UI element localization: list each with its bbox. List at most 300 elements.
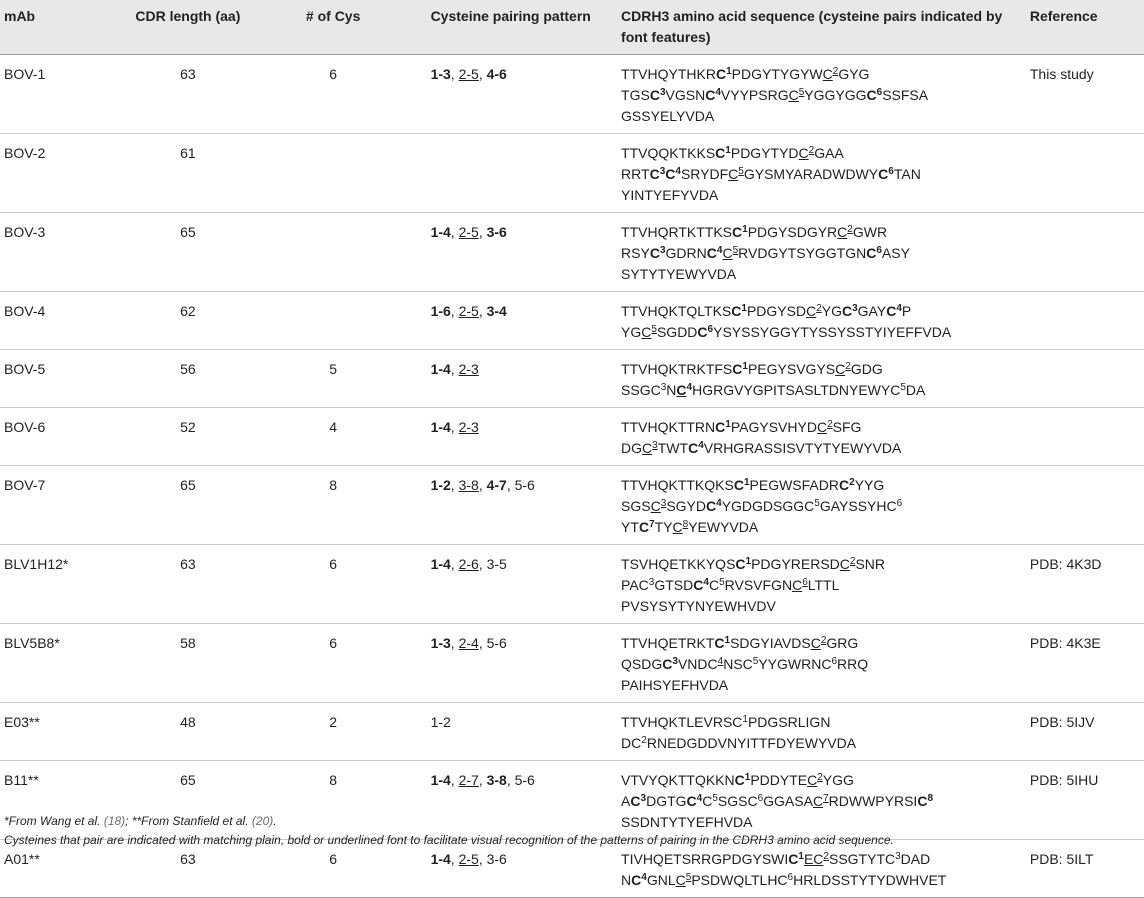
cysteine-index: 2 bbox=[641, 735, 647, 746]
table-row bbox=[0, 134, 1144, 213]
pairing-segment: 3-8 bbox=[458, 477, 479, 493]
sequence-line bbox=[621, 143, 1018, 164]
sequence-segment: C bbox=[706, 245, 717, 261]
table-row bbox=[0, 408, 1144, 466]
sequence-segment: NSC bbox=[723, 656, 753, 672]
sequence-segment: LTTL bbox=[807, 577, 840, 593]
sequence-segment: C bbox=[688, 440, 699, 456]
sequence-segment: C bbox=[810, 635, 821, 651]
sequence-segment: C bbox=[705, 87, 716, 103]
cdr-length-cell: 56 bbox=[180, 361, 196, 377]
pairing-segment: 1-2 bbox=[430, 714, 451, 730]
sequence-segment: PAGYSVHYD bbox=[730, 419, 817, 435]
mab-cell: BOV-6 bbox=[4, 419, 46, 435]
table-row bbox=[0, 703, 1144, 761]
sequence-segment: C bbox=[631, 872, 642, 888]
sequence-line bbox=[621, 85, 1018, 106]
mab-cell: BOV-3 bbox=[4, 224, 46, 240]
sequence-segment: VYYPSRG bbox=[720, 87, 789, 103]
pairing-cell bbox=[407, 703, 611, 761]
sequence-segment: A bbox=[621, 793, 631, 809]
cysteine-index: 6 bbox=[896, 498, 903, 509]
sequence-segment: C bbox=[697, 324, 708, 340]
sequence-segment: EC bbox=[803, 851, 824, 867]
sequence-segment: C bbox=[675, 872, 686, 888]
sequence-segment: C bbox=[662, 656, 673, 672]
sequence-segment: C bbox=[735, 556, 746, 572]
mab-cell: BOV-5 bbox=[4, 361, 46, 377]
sequence-segment: GAY bbox=[857, 303, 887, 319]
pairing-segment: , bbox=[450, 556, 459, 572]
table-body bbox=[0, 55, 1144, 898]
citation-link[interactable]: (20) bbox=[251, 814, 274, 828]
sequence-line bbox=[621, 164, 1018, 185]
sequence-segment: TTVHQKTTRN bbox=[621, 419, 716, 435]
pairing-segment: 1-3 bbox=[430, 66, 451, 82]
cysteine-index: 1 bbox=[743, 477, 750, 488]
sequence-segment: C bbox=[798, 145, 809, 161]
pairing-segment: 1-3 bbox=[430, 635, 451, 651]
sequence-segment: YYG bbox=[854, 477, 885, 493]
sequence-segment: RVSVFGN bbox=[724, 577, 793, 593]
reference-cell bbox=[1024, 350, 1144, 408]
sequence-line bbox=[621, 106, 1018, 127]
cysteine-index: 3 bbox=[640, 793, 647, 804]
sequence-segment: C bbox=[676, 382, 687, 398]
sequence-line bbox=[621, 417, 1018, 438]
cysteine-index: 2 bbox=[823, 851, 829, 862]
sequence-segment: C bbox=[722, 245, 733, 261]
cysteine-index: 4 bbox=[703, 577, 709, 588]
sequence-segment: C bbox=[708, 577, 720, 593]
reference-cell: PDB: 5IJV bbox=[1029, 714, 1095, 730]
cysteine-index: 3 bbox=[648, 577, 655, 588]
sequence-segment: C bbox=[714, 635, 725, 651]
sequence-segment: N bbox=[621, 872, 632, 888]
pairing-segment: , 5-6 bbox=[478, 635, 507, 651]
table-row bbox=[0, 466, 1144, 545]
sequence-line bbox=[621, 185, 1018, 206]
cysteine-index: 4 bbox=[716, 498, 722, 509]
pairing-segment: 3-4 bbox=[486, 303, 507, 319]
table-row bbox=[0, 350, 1144, 408]
sequence-segment: C bbox=[816, 419, 828, 435]
cysteine-index: 2 bbox=[820, 635, 827, 646]
cysteine-index: 4 bbox=[698, 440, 704, 451]
sequence-segment: RDWWPYRSI bbox=[828, 793, 918, 809]
sequence-segment: PAIHSYEFHVDA bbox=[621, 677, 729, 693]
sequence-segment: RNEDGDDVNYITTFDYEWYVDA bbox=[646, 735, 857, 751]
sequence-line bbox=[621, 791, 1018, 812]
cysteine-index: 5 bbox=[719, 577, 725, 588]
sequence-segment: SFG bbox=[832, 419, 862, 435]
sequence-segment: C bbox=[649, 245, 660, 261]
sequence-segment: C bbox=[807, 772, 818, 788]
cysteine-index: 1 bbox=[725, 419, 731, 430]
pairing-segment: , bbox=[450, 772, 459, 788]
cysteine-index: 1 bbox=[745, 556, 752, 567]
cysteine-index: 3 bbox=[660, 498, 667, 509]
cysteine-index: 8 bbox=[927, 793, 933, 804]
pairing-segment: 2-5 bbox=[458, 851, 479, 867]
cysteine-index: 4 bbox=[896, 303, 902, 314]
cys-count-cell: 6 bbox=[329, 635, 338, 651]
sequence-segment: C bbox=[866, 245, 877, 261]
sequence-segment: YINTYEFYVDA bbox=[621, 187, 719, 203]
sequence-segment: GSSYELYVDA bbox=[621, 108, 715, 124]
pairing-segment: 1-6 bbox=[430, 303, 451, 319]
sequence-line bbox=[621, 849, 1018, 870]
sequence-segment: TTVHQYTHKR bbox=[621, 66, 716, 82]
cysteine-index: 3 bbox=[672, 656, 678, 667]
pairing-segment: 1-4 bbox=[430, 851, 451, 867]
sequence-segment: TTVHQETRKT bbox=[621, 635, 715, 651]
cysteine-index: 6 bbox=[787, 872, 794, 883]
pairing-segment: 1-4 bbox=[430, 772, 451, 788]
pairing-cell bbox=[407, 292, 611, 350]
sequence-segment: GNL bbox=[646, 872, 676, 888]
sequence-cell bbox=[611, 292, 1024, 350]
pairing-segment: , bbox=[450, 477, 459, 493]
cdr-length-cell: 63 bbox=[180, 66, 196, 82]
sequence-segment: TWT bbox=[657, 440, 689, 456]
cysteine-index: 6 bbox=[876, 245, 882, 256]
sequence-segment: YGDGDSGGC bbox=[721, 498, 815, 514]
cys-count-cell: 4 bbox=[329, 419, 338, 435]
pairing-cell bbox=[407, 350, 611, 408]
sequence-segment: C bbox=[812, 793, 824, 809]
sequence-segment: C bbox=[734, 772, 745, 788]
sequence-segment: SNR bbox=[855, 556, 886, 572]
sequence-segment: SYTYTYEWYVDA bbox=[621, 266, 737, 282]
sequence-segment: SSFSA bbox=[882, 87, 929, 103]
cysteine-index: 3 bbox=[659, 245, 666, 256]
sequence-segment: GAYSSYHC bbox=[819, 498, 897, 514]
sequence-segment: DG bbox=[621, 440, 643, 456]
sequence-segment: C bbox=[878, 166, 889, 182]
sequence-cell bbox=[611, 466, 1024, 545]
sequence-line bbox=[621, 596, 1018, 617]
pairing-segment: 3-6 bbox=[486, 224, 507, 240]
pairing-segment: 2-3 bbox=[458, 361, 479, 377]
pairing-segment: 4-7 bbox=[486, 477, 507, 493]
cys-count-cell: 2 bbox=[329, 714, 338, 730]
cys-count-cell bbox=[260, 134, 407, 213]
pairing-segment: 1-4 bbox=[430, 556, 451, 572]
sequence-segment: C bbox=[693, 577, 704, 593]
sequence-segment: GWR bbox=[852, 224, 888, 240]
cdr-length-cell: 61 bbox=[180, 145, 196, 161]
sequence-line bbox=[621, 733, 1018, 754]
sequence-cell bbox=[611, 703, 1024, 761]
sequence-cell bbox=[611, 350, 1024, 408]
sequence-segment: PDGYRERSD bbox=[751, 556, 840, 572]
sequence-segment: C bbox=[732, 224, 743, 240]
sequence-line bbox=[621, 770, 1018, 791]
pairing-segment: 2-7 bbox=[458, 772, 479, 788]
sequence-segment: DAD bbox=[900, 851, 931, 867]
cys-count-cell: 6 bbox=[329, 66, 338, 82]
sequence-line bbox=[621, 654, 1018, 675]
sequence-segment: SGYD bbox=[666, 498, 706, 514]
cysteine-index: 2 bbox=[808, 145, 815, 156]
sequence-segment: TTVHQKTTKQKS bbox=[621, 477, 734, 493]
sequence-segment: C bbox=[702, 793, 713, 809]
sequence-segment: RRQ bbox=[837, 656, 869, 672]
cysteine-index: 5 bbox=[685, 872, 692, 883]
sequence-cell bbox=[611, 408, 1024, 466]
sequence-line bbox=[621, 517, 1018, 538]
cysteine-index: 4 bbox=[641, 872, 647, 883]
cysteine-index: 4 bbox=[717, 656, 724, 667]
sequence-segment: TGS bbox=[621, 87, 650, 103]
sequence-segment: TY bbox=[654, 519, 673, 535]
sequence-segment: YSYSSYGGYTYSSYSSTYIYEFFVDA bbox=[713, 324, 952, 340]
pairing-segment: 1-2 bbox=[430, 477, 451, 493]
sequence-line bbox=[621, 675, 1018, 696]
cysteine-index: 3 bbox=[659, 166, 666, 177]
pairing-cell bbox=[407, 466, 611, 545]
sequence-segment: QSDG bbox=[621, 656, 663, 672]
sequence-segment: C bbox=[715, 419, 726, 435]
sequence-segment: PVSYSYTYNYEWHVDV bbox=[621, 598, 776, 614]
sequence-segment: C bbox=[672, 519, 683, 535]
cysteine-index: 2 bbox=[832, 66, 839, 77]
cysteine-index: 5 bbox=[798, 87, 805, 98]
pairing-segment: 2-4 bbox=[458, 635, 479, 651]
sequence-segment: C bbox=[686, 793, 697, 809]
pairing-cell bbox=[407, 213, 611, 292]
sequence-line bbox=[621, 554, 1018, 575]
sequence-segment: C bbox=[806, 303, 817, 319]
header-cdr-length: CDR length (aa) bbox=[135, 8, 241, 24]
sequence-segment: PEGWSFADR bbox=[749, 477, 839, 493]
pairing-segment: 2-6 bbox=[458, 556, 479, 572]
sequence-segment: TTVQQKTKKS bbox=[621, 145, 716, 161]
sequence-segment: DGTG bbox=[646, 793, 687, 809]
sequence-segment: GGASA bbox=[763, 793, 813, 809]
mab-cell: B11** bbox=[4, 772, 39, 788]
sequence-segment: C bbox=[638, 519, 650, 535]
sequence-segment: YYGWRNC bbox=[758, 656, 832, 672]
sequence-line bbox=[621, 870, 1018, 891]
cdr-length-cell: 62 bbox=[180, 303, 196, 319]
table-row bbox=[0, 55, 1144, 134]
sequence-segment: GRG bbox=[826, 635, 859, 651]
cysteine-index: 4 bbox=[716, 245, 723, 256]
cys-count-cell bbox=[260, 213, 407, 292]
header-reference: Reference bbox=[1029, 8, 1098, 24]
mab-cell: BOV-7 bbox=[4, 477, 46, 493]
sequence-segment: TTVHQKTQLTKS bbox=[621, 303, 732, 319]
sequence-segment: DA bbox=[905, 382, 926, 398]
sequence-segment: C bbox=[917, 793, 928, 809]
reference-cell bbox=[1024, 408, 1144, 466]
pairing-segment: 2-5 bbox=[458, 224, 479, 240]
sequence-segment: RRT bbox=[621, 166, 650, 182]
sequence-line bbox=[621, 301, 1018, 322]
sequence-segment: C bbox=[732, 361, 743, 377]
sequence-segment: C bbox=[886, 303, 897, 319]
sequence-line bbox=[621, 575, 1018, 596]
sequence-line bbox=[621, 712, 1018, 733]
pairing-cell bbox=[407, 134, 611, 213]
cys-count-cell: 8 bbox=[329, 772, 338, 788]
mab-cell: BOV-4 bbox=[4, 303, 46, 319]
sequence-segment: TSVHQETKKYQS bbox=[621, 556, 736, 572]
footnote-text: *From Wang et al. bbox=[4, 814, 104, 828]
sequence-segment: C bbox=[792, 577, 803, 593]
sequence-segment: C bbox=[835, 361, 846, 377]
cdr-length-cell: 48 bbox=[180, 714, 196, 730]
sequence-segment: HGRGVYGPITSASLTDNYEWYC bbox=[692, 382, 901, 398]
sequence-segment: TIVHQETSRRGPDGYSWI bbox=[621, 851, 789, 867]
sequence-segment: ASY bbox=[881, 245, 910, 261]
table-row bbox=[0, 213, 1144, 292]
cysteine-index: 3 bbox=[660, 382, 667, 393]
table-row bbox=[0, 292, 1144, 350]
sequence-cell bbox=[611, 134, 1024, 213]
cysteine-index: 6 bbox=[888, 166, 894, 177]
sequence-segment: SGS bbox=[621, 498, 651, 514]
cysteine-index: 7 bbox=[823, 793, 829, 804]
cysteine-index: 6 bbox=[757, 793, 764, 804]
cysteine-index: 1 bbox=[742, 714, 748, 725]
sequence-segment: C bbox=[649, 87, 660, 103]
sequence-segment: PDGYTYD bbox=[730, 145, 799, 161]
sequence-line bbox=[621, 243, 1018, 264]
cysteine-index: 1 bbox=[725, 145, 731, 156]
sequence-segment: YG bbox=[821, 303, 842, 319]
sequence-segment: YGG bbox=[822, 772, 854, 788]
header-sequence: CDRH3 amino acid sequence (cysteine pairs indicated by font features) bbox=[621, 8, 1003, 45]
sequence-segment: C bbox=[822, 66, 833, 82]
sequence-line bbox=[621, 496, 1018, 517]
cysteine-index: 5 bbox=[814, 498, 820, 509]
sequence-segment: GYSMYARADWDWY bbox=[743, 166, 879, 182]
cdr-length-cell: 52 bbox=[180, 419, 196, 435]
pairing-segment: , bbox=[478, 477, 487, 493]
table-row bbox=[0, 624, 1144, 703]
pairing-segment: 2-3 bbox=[458, 419, 479, 435]
pairing-segment: , bbox=[450, 224, 459, 240]
sequence-segment: PDGYSD bbox=[746, 303, 807, 319]
sequence-segment: RVDGYTSYGGTGN bbox=[738, 245, 867, 261]
sequence-segment: TAN bbox=[893, 166, 921, 182]
cysteine-index: 2 bbox=[849, 477, 855, 488]
cysteine-index: 4 bbox=[686, 382, 693, 393]
mab-cell: E03** bbox=[4, 714, 40, 730]
pairing-segment: , bbox=[478, 66, 487, 82]
sequence-segment: PDGYSDGYR bbox=[747, 224, 838, 240]
reference-cell bbox=[1024, 213, 1144, 292]
cysteine-index: 5 bbox=[651, 324, 657, 335]
pairing-segment: , bbox=[450, 851, 459, 867]
pairing-segment: , 3-6 bbox=[478, 851, 507, 867]
sequence-cell bbox=[611, 213, 1024, 292]
sequence-line bbox=[621, 475, 1018, 496]
cdr-length-cell: 65 bbox=[180, 772, 196, 788]
sequence-line bbox=[621, 380, 1018, 401]
citation-link[interactable]: (18) bbox=[103, 814, 126, 828]
reference-cell: This study bbox=[1029, 66, 1094, 82]
pairing-cell bbox=[407, 408, 611, 466]
pairing-segment: 2-5 bbox=[458, 66, 479, 82]
cys-count-cell: 8 bbox=[329, 477, 338, 493]
sequence-segment: PEGYSVGYS bbox=[747, 361, 836, 377]
cysteine-index: 1 bbox=[724, 635, 731, 646]
sequence-segment: C bbox=[733, 477, 744, 493]
sequence-segment: YG bbox=[621, 324, 642, 340]
sequence-segment: C bbox=[715, 66, 727, 82]
sequence-segment: YGGYGG bbox=[804, 87, 867, 103]
sequence-segment: GYG bbox=[838, 66, 870, 82]
cysteine-index: 2 bbox=[817, 772, 823, 783]
pairing-segment: , bbox=[450, 635, 459, 651]
table-header bbox=[0, 0, 1144, 55]
cysteine-index: 7 bbox=[649, 519, 655, 530]
cysteine-index: 4 bbox=[715, 87, 721, 98]
sequence-segment: C bbox=[866, 87, 877, 103]
sequence-segment: C bbox=[839, 477, 850, 493]
sequence-segment: TTVHQKTRKTFS bbox=[621, 361, 733, 377]
sequence-segment: SSGC bbox=[621, 382, 661, 398]
sequence-segment: GDRN bbox=[665, 245, 707, 261]
pairing-segment: 3-8 bbox=[486, 772, 507, 788]
sequence-segment: P bbox=[901, 303, 912, 319]
sequence-segment: VTVYQKTTQKKN bbox=[621, 772, 735, 788]
cysteine-index: 1 bbox=[726, 66, 732, 77]
cysteine-index: 6 bbox=[831, 656, 838, 667]
pairing-segment: 1-4 bbox=[430, 419, 451, 435]
pairing-segment: , bbox=[478, 224, 487, 240]
reference-cell: PDB: 4K3E bbox=[1029, 635, 1101, 651]
pairing-cell bbox=[407, 624, 611, 703]
cysteine-index: 1 bbox=[798, 851, 804, 862]
table-footnotes bbox=[4, 812, 894, 850]
pairing-segment: , bbox=[450, 361, 459, 377]
cdr-length-cell: 63 bbox=[180, 851, 196, 867]
sequence-line bbox=[621, 264, 1018, 285]
pairing-segment: , bbox=[478, 303, 487, 319]
footnote-sources bbox=[4, 812, 894, 831]
cysteine-index: 5 bbox=[752, 656, 759, 667]
reference-cell bbox=[1024, 292, 1144, 350]
sequence-segment: SSGTYTC bbox=[828, 851, 896, 867]
cys-count-cell: 6 bbox=[329, 851, 338, 867]
table-row bbox=[0, 545, 1144, 624]
reference-cell: PDB: 5IHU bbox=[1029, 772, 1099, 788]
mab-cell: BLV1H12* bbox=[4, 556, 69, 572]
pairing-segment: 4-6 bbox=[486, 66, 507, 82]
sequence-line bbox=[621, 438, 1018, 459]
cysteine-index: 6 bbox=[876, 87, 883, 98]
sequence-segment: C bbox=[641, 324, 652, 340]
reference-cell bbox=[1024, 466, 1144, 545]
cysteine-index: 1 bbox=[744, 772, 751, 783]
sequence-segment: C bbox=[650, 498, 661, 514]
cysteine-index: 4 bbox=[696, 793, 703, 804]
sequence-line bbox=[621, 359, 1018, 380]
header-pairing: Cysteine pairing pattern bbox=[430, 8, 591, 24]
cdr-length-cell: 65 bbox=[180, 224, 196, 240]
sequence-cell bbox=[611, 55, 1024, 134]
pairing-segment: , bbox=[450, 419, 459, 435]
sequence-segment: SRYDF bbox=[680, 166, 729, 182]
cysteine-index: 1 bbox=[742, 361, 748, 372]
sequence-segment: SDGYIAVDS bbox=[730, 635, 811, 651]
cysteine-index: 6 bbox=[802, 577, 808, 588]
